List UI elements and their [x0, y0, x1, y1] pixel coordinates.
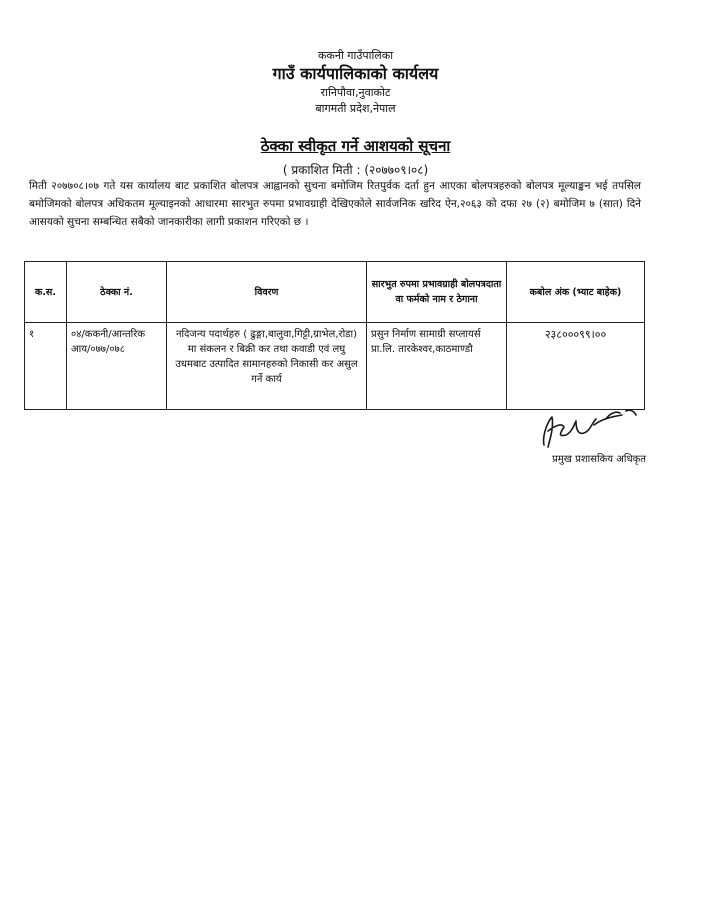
contract-award-table: [24, 261, 645, 410]
notice-title: ठेक्का स्वीकृत गर्ने आशयको सूचना: [260, 137, 451, 155]
cell-contract-number: ०४/ककनी/आन्तरिक आय/०७७/०७८: [67, 323, 167, 410]
notice-body: मिती २०७७०८।०७ गते यस कार्यालय बाट प्रकाशित बोलपत्र आह्वानको सुचना बमोजिम रितपुर्वक दर्ता हुन आएका बोलपत्रहरुको बोलपत्र मूल्याङ्कन भई तपसिल बमोजिमको बोलपत्र अधिकतम मूल्याइनको आधारमा सारभुत रुपमा प्रभावग्राही देखिएकोले सार्वजनिक खरिद ऐन,२०६३ को दफा २७ (२) बमोजिम ७ (सात) दिने आसयको सुचना सम्बन्धित सबैको जानकारीका लागी प्रकाशन गरिएको छ ।: [29, 180, 641, 228]
header-bidder: सारभुत रुपमा प्रभावग्राही बोलपत्रदाता वा फर्मको नाम र ठेगाना: [367, 262, 507, 323]
table-header-row: [25, 262, 645, 323]
header-description: विवरण: [167, 262, 367, 323]
header-serial-number: क.स.: [25, 262, 67, 323]
notice-title-block: [0, 136, 711, 156]
office-name: गाउँ कार्यपालिकाको कार्यलय: [272, 64, 439, 83]
cell-description: नदिजन्य पदार्थहरु ( ढुङ्गा,बालुवा,गिट्टी,ग्राभेल,रोडा) मा संकलन र बिक्री कर तथा कवाडी एवं लघु उधमबाट उत्पादित सामानहरुको निकासी कर असुल गर्ने कार्य: [167, 323, 367, 410]
office-location: रानिपौवा,नुवाकोट: [320, 86, 391, 99]
published-date: ( प्रकाशित मिती : (२०७७०९।०८): [282, 163, 429, 177]
officer-signature: [536, 405, 640, 451]
header-contract-number: ठेक्का नं.: [67, 262, 167, 323]
province-name: बागमती प्रदेश,नेपाल: [315, 102, 396, 115]
officer-title: प्रमुख प्रशासकिय अधिकृत: [552, 454, 646, 465]
header-bid-amount: कबोल अंक (भ्याट बाहेक): [507, 262, 645, 323]
cell-bid-amount: २३८०००९९।००: [507, 323, 645, 410]
cell-bidder: प्रसुन निर्माण सामाग्री सप्लायर्स प्रा.लि. तारकेश्वर,काठमाण्डौ: [367, 323, 507, 410]
cell-serial-number: १: [25, 323, 67, 410]
municipality-name: ककनी गाउँपालिका: [317, 49, 394, 62]
table-row: [25, 323, 645, 410]
